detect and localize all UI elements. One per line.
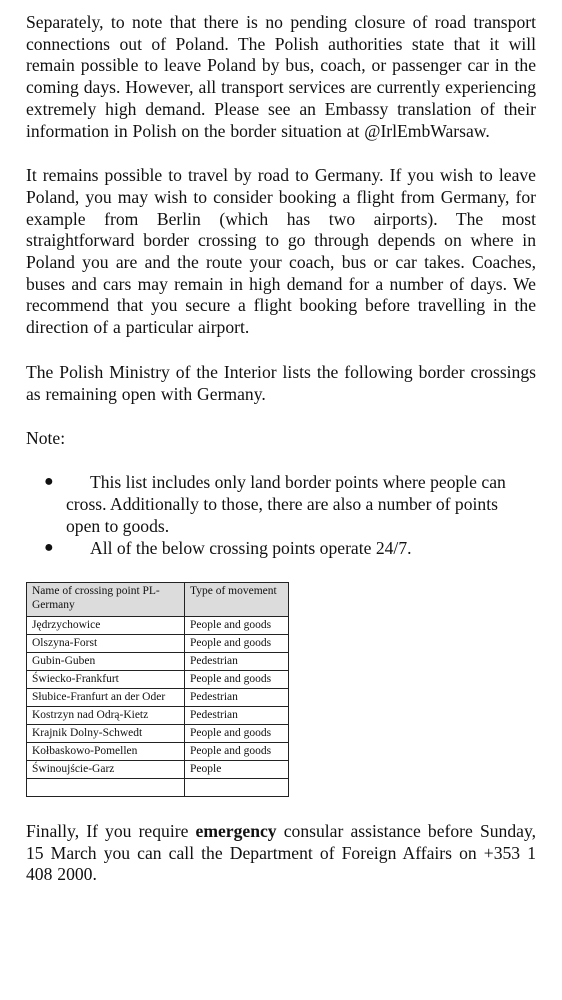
bullet-text: All of the below crossing points operate 24/7. bbox=[90, 537, 412, 558]
final-text-after: consular assistance before Sunday, 15 March you can call the Department of Foreign Affairs on +353 1 408 2000. bbox=[26, 820, 536, 885]
bullet-icon: ● bbox=[44, 472, 54, 490]
border-crossings-table bbox=[26, 582, 289, 797]
bullet-text: This list includes only land border points where people can cross. Additionally to those, there are also a number of points open to goods. bbox=[66, 471, 506, 536]
table-row bbox=[27, 706, 289, 724]
paragraph-road-transport: Separately, to note that there is no pending closure of road transport connections out of Poland. The Polish authorities state that it will remain possible to leave Poland by bus, coach, or passenger car in the coming days. However, all transport services are currently experiencing extremely high demand. Please see an Embassy translation of their information in Polish on the border situation at @IrlEmbWarsaw. bbox=[26, 12, 536, 141]
note-bullet-list bbox=[26, 471, 536, 559]
crossing-name-cell: Kołbaskowo-Pomellen bbox=[27, 742, 185, 760]
paragraph-ministry-list: The Polish Ministry of the Interior lists the following border crossings as remaining open with Germany. bbox=[26, 361, 536, 404]
column-header-name: Name of crossing point PL-Germany bbox=[27, 582, 185, 616]
table-row-empty bbox=[27, 778, 289, 796]
bullet-item bbox=[26, 471, 526, 537]
crossing-name-cell: Jędrzychowice bbox=[27, 616, 185, 634]
movement-type-cell bbox=[185, 778, 289, 796]
final-text-emphasis: emergency bbox=[195, 820, 277, 841]
bullet-icon: ● bbox=[44, 538, 54, 556]
table-row bbox=[27, 670, 289, 688]
crossing-name-cell: Gubin-Guben bbox=[27, 652, 185, 670]
crossing-name-cell: Słubice-Franfurt an der Oder bbox=[27, 688, 185, 706]
document-body bbox=[26, 12, 536, 886]
movement-type-cell: Pedestrian bbox=[185, 688, 289, 706]
table-row bbox=[27, 724, 289, 742]
table-row bbox=[27, 760, 289, 778]
crossing-name-cell: Krajnik Dolny-Schwedt bbox=[27, 724, 185, 742]
crossing-name-cell: Kostrzyn nad Odrą-Kietz bbox=[27, 706, 185, 724]
movement-type-cell: Pedestrian bbox=[185, 706, 289, 724]
movement-type-cell: Pedestrian bbox=[185, 652, 289, 670]
crossing-name-cell: Świecko-Frankfurt bbox=[27, 670, 185, 688]
table-row bbox=[27, 634, 289, 652]
paragraph-travel-germany: It remains possible to travel by road to Germany. If you wish to leave Poland, you may wish to consider booking a flight from Germany, for example from Berlin (which has two airports). The most straightforward border crossing to go through depends on where in Poland you are and the route your coach, bus or car takes. Coaches, buses and cars may remain in high demand for a number of days. We recommend that you secure a flight booking before travelling in the direction of a particular airport. bbox=[26, 165, 536, 338]
final-text-before: Finally, If you require bbox=[26, 820, 196, 841]
table-header-row bbox=[27, 582, 289, 616]
table-row bbox=[27, 616, 289, 634]
paragraph-emergency-contact bbox=[26, 821, 536, 886]
note-label: Note: bbox=[26, 428, 66, 449]
crossing-name-cell bbox=[27, 778, 185, 796]
movement-type-cell: People and goods bbox=[185, 616, 289, 634]
table-row bbox=[27, 742, 289, 760]
bullet-item bbox=[26, 537, 526, 559]
table-row bbox=[27, 652, 289, 670]
crossing-name-cell: Olszyna-Forst bbox=[27, 634, 185, 652]
movement-type-cell: People bbox=[185, 760, 289, 778]
movement-type-cell: People and goods bbox=[185, 634, 289, 652]
movement-type-cell: People and goods bbox=[185, 670, 289, 688]
movement-type-cell: People and goods bbox=[185, 742, 289, 760]
movement-type-cell: People and goods bbox=[185, 724, 289, 742]
table-row bbox=[27, 688, 289, 706]
column-header-type: Type of movement bbox=[185, 582, 289, 616]
crossing-name-cell: Świnoujście-Garz bbox=[27, 760, 185, 778]
